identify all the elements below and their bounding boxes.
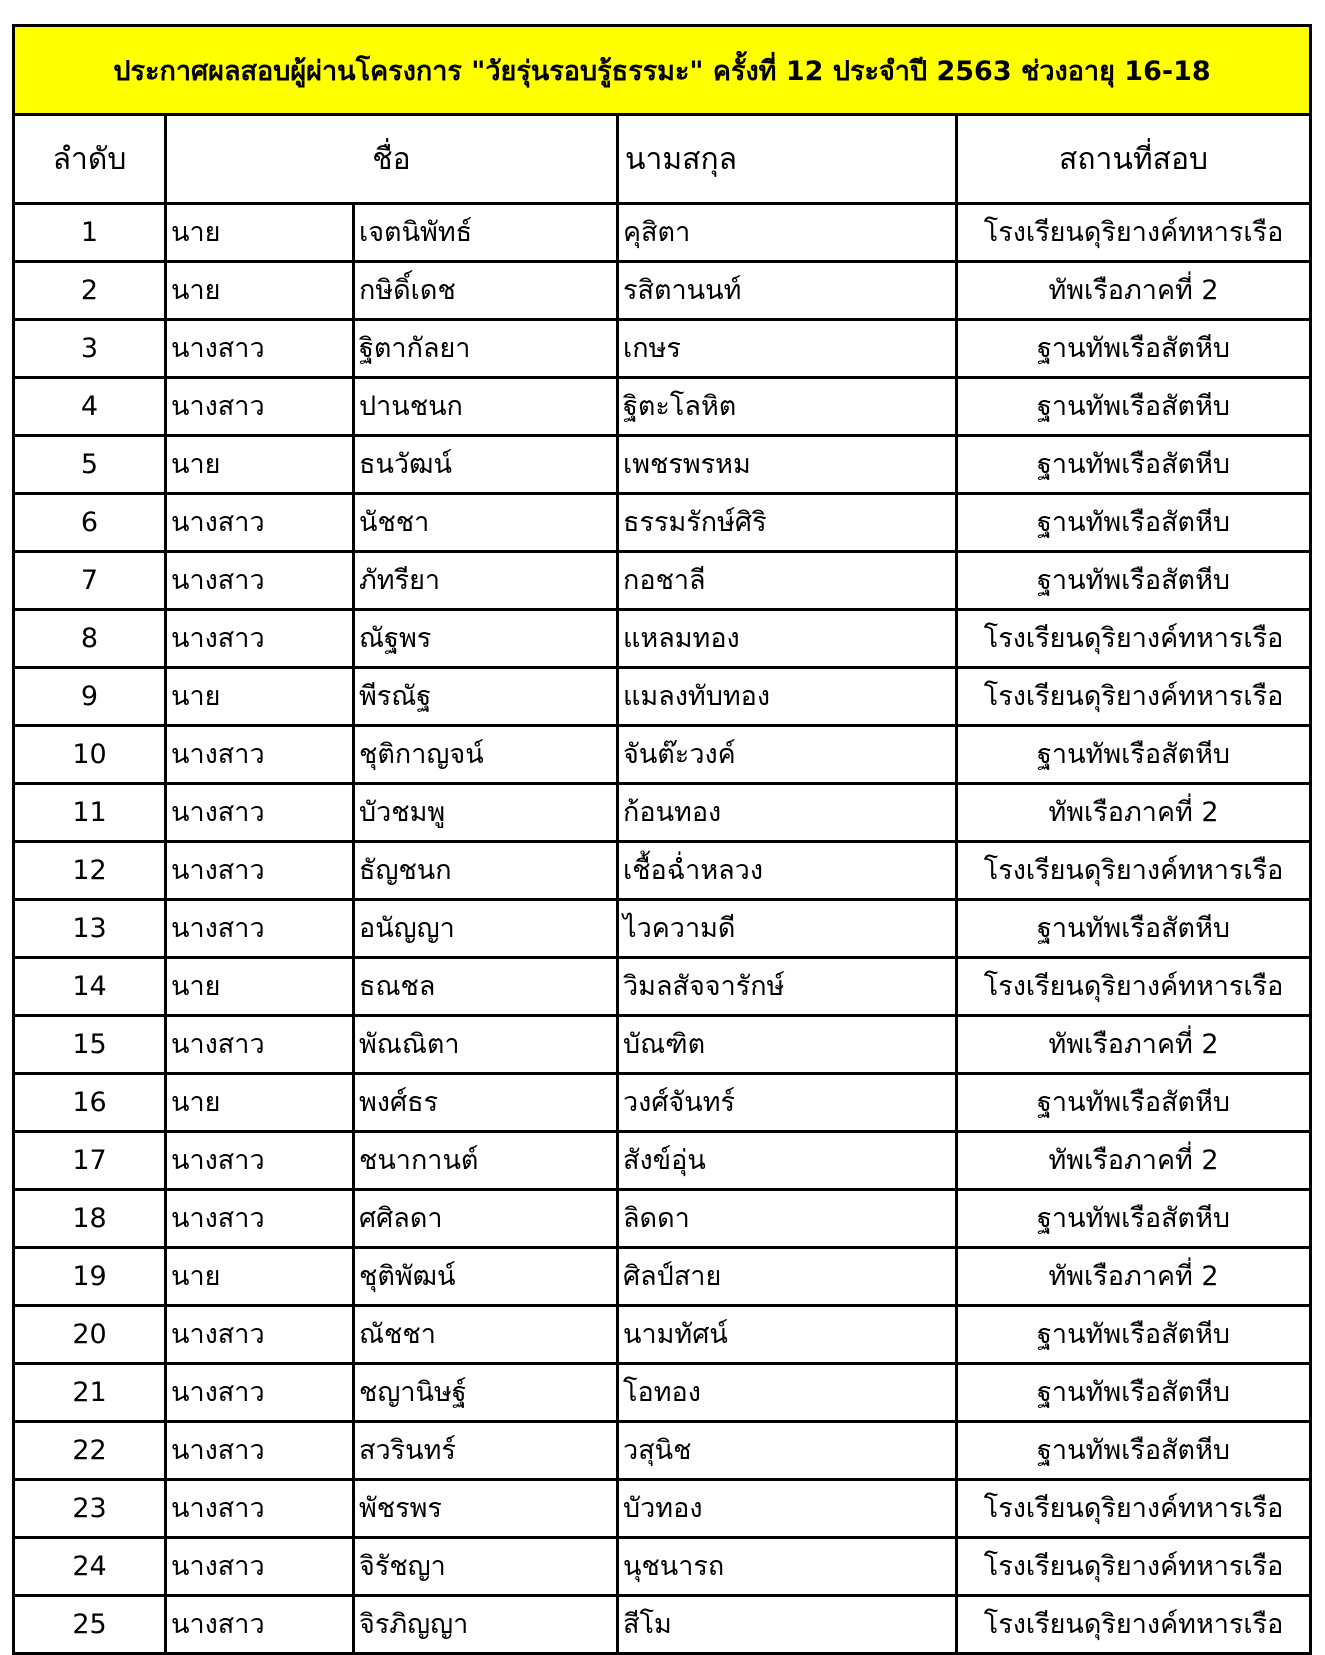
table-row bbox=[14, 262, 1311, 320]
cell-prefix: นางสาว bbox=[166, 552, 354, 610]
cell-venue: ฐานทัพเรือสัตหีบ bbox=[957, 1074, 1311, 1132]
header-surname: นามสกุล bbox=[618, 115, 957, 204]
cell-surname: สีโม bbox=[618, 1596, 957, 1654]
cell-order: 7 bbox=[14, 552, 166, 610]
cell-surname: แมลงทับทอง bbox=[618, 668, 957, 726]
table-row bbox=[14, 1132, 1311, 1190]
title-row bbox=[14, 26, 1311, 115]
cell-surname: เชื้อฉ่ำหลวง bbox=[618, 842, 957, 900]
cell-first-name: ชุติพัฒน์ bbox=[354, 1248, 618, 1306]
cell-order: 1 bbox=[14, 204, 166, 262]
cell-prefix: นางสาว bbox=[166, 1132, 354, 1190]
cell-venue: ทัพเรือภาคที่ 2 bbox=[957, 784, 1311, 842]
cell-venue: ฐานทัพเรือสัตหีบ bbox=[957, 1422, 1311, 1480]
table-row bbox=[14, 552, 1311, 610]
table-row bbox=[14, 842, 1311, 900]
cell-prefix: นางสาว bbox=[166, 1596, 354, 1654]
cell-first-name: บัวชมพู bbox=[354, 784, 618, 842]
cell-venue: ฐานทัพเรือสัตหีบ bbox=[957, 320, 1311, 378]
table-row bbox=[14, 1306, 1311, 1364]
cell-prefix: นางสาว bbox=[166, 1190, 354, 1248]
cell-order: 11 bbox=[14, 784, 166, 842]
cell-first-name: ธณชล bbox=[354, 958, 618, 1016]
cell-prefix: นางสาว bbox=[166, 900, 354, 958]
cell-first-name: นัชชา bbox=[354, 494, 618, 552]
cell-surname: ไวความดี bbox=[618, 900, 957, 958]
cell-first-name: ศศิลดา bbox=[354, 1190, 618, 1248]
cell-surname: นามทัศน์ bbox=[618, 1306, 957, 1364]
cell-order: 12 bbox=[14, 842, 166, 900]
cell-venue: ฐานทัพเรือสัตหีบ bbox=[957, 436, 1311, 494]
cell-surname: บัณฑิต bbox=[618, 1016, 957, 1074]
cell-surname: คุสิตา bbox=[618, 204, 957, 262]
cell-surname: ลิดดา bbox=[618, 1190, 957, 1248]
header-order: ลำดับ bbox=[14, 115, 166, 204]
cell-prefix: นางสาว bbox=[166, 378, 354, 436]
header-venue: สถานที่สอบ bbox=[957, 115, 1311, 204]
cell-order: 5 bbox=[14, 436, 166, 494]
cell-first-name: กษิดิ์เดช bbox=[354, 262, 618, 320]
cell-prefix: นางสาว bbox=[166, 320, 354, 378]
cell-venue: ฐานทัพเรือสัตหีบ bbox=[957, 494, 1311, 552]
table-row bbox=[14, 1538, 1311, 1596]
cell-first-name: พีรณัฐ bbox=[354, 668, 618, 726]
cell-surname: บัวทอง bbox=[618, 1480, 957, 1538]
cell-surname: ธรรมรักษ์ศิริ bbox=[618, 494, 957, 552]
cell-venue: ฐานทัพเรือสัตหีบ bbox=[957, 378, 1311, 436]
cell-order: 6 bbox=[14, 494, 166, 552]
cell-prefix: นาย bbox=[166, 262, 354, 320]
table-row bbox=[14, 1074, 1311, 1132]
cell-prefix: นาย bbox=[166, 1074, 354, 1132]
cell-surname: แหลมทอง bbox=[618, 610, 957, 668]
cell-prefix: นางสาว bbox=[166, 1538, 354, 1596]
cell-surname: วงศ์จันทร์ bbox=[618, 1074, 957, 1132]
cell-prefix: นาย bbox=[166, 436, 354, 494]
cell-surname: จันต๊ะวงค์ bbox=[618, 726, 957, 784]
cell-order: 16 bbox=[14, 1074, 166, 1132]
cell-surname: นุชนารถ bbox=[618, 1538, 957, 1596]
cell-surname: ฐิตะโลหิต bbox=[618, 378, 957, 436]
table-row bbox=[14, 436, 1311, 494]
cell-prefix: นาย bbox=[166, 668, 354, 726]
cell-surname: วิมลสัจจารักษ์ bbox=[618, 958, 957, 1016]
cell-venue: ฐานทัพเรือสัตหีบ bbox=[957, 1190, 1311, 1248]
table-row bbox=[14, 900, 1311, 958]
cell-venue: โรงเรียนดุริยางค์ทหารเรือ bbox=[957, 1480, 1311, 1538]
header-name: ชื่อ bbox=[166, 115, 618, 204]
cell-order: 21 bbox=[14, 1364, 166, 1422]
table-row bbox=[14, 958, 1311, 1016]
cell-order: 19 bbox=[14, 1248, 166, 1306]
cell-venue: ฐานทัพเรือสัตหีบ bbox=[957, 1306, 1311, 1364]
table-row bbox=[14, 726, 1311, 784]
cell-prefix: นางสาว bbox=[166, 1306, 354, 1364]
cell-prefix: นาย bbox=[166, 204, 354, 262]
table-row bbox=[14, 1016, 1311, 1074]
results-table bbox=[12, 24, 1312, 1655]
table-body bbox=[14, 204, 1311, 1654]
cell-order: 2 bbox=[14, 262, 166, 320]
cell-surname: วสุนิช bbox=[618, 1422, 957, 1480]
cell-prefix: นางสาว bbox=[166, 842, 354, 900]
table-row bbox=[14, 204, 1311, 262]
cell-order: 8 bbox=[14, 610, 166, 668]
table-row bbox=[14, 494, 1311, 552]
cell-first-name: ชญานิษฐ์ bbox=[354, 1364, 618, 1422]
table-row bbox=[14, 1248, 1311, 1306]
cell-first-name: อนัญญา bbox=[354, 900, 618, 958]
cell-venue: โรงเรียนดุริยางค์ทหารเรือ bbox=[957, 1538, 1311, 1596]
cell-prefix: นาย bbox=[166, 958, 354, 1016]
cell-order: 10 bbox=[14, 726, 166, 784]
cell-prefix: นาย bbox=[166, 1248, 354, 1306]
cell-venue: โรงเรียนดุริยางค์ทหารเรือ bbox=[957, 610, 1311, 668]
cell-prefix: นางสาว bbox=[166, 1422, 354, 1480]
cell-order: 22 bbox=[14, 1422, 166, 1480]
cell-surname: โอทอง bbox=[618, 1364, 957, 1422]
table-row bbox=[14, 1480, 1311, 1538]
cell-first-name: ธนวัฒน์ bbox=[354, 436, 618, 494]
cell-surname: เพชรพรหม bbox=[618, 436, 957, 494]
cell-venue: ทัพเรือภาคที่ 2 bbox=[957, 1248, 1311, 1306]
table-row bbox=[14, 1190, 1311, 1248]
cell-prefix: นางสาว bbox=[166, 784, 354, 842]
cell-prefix: นางสาว bbox=[166, 494, 354, 552]
cell-venue: ฐานทัพเรือสัตหีบ bbox=[957, 900, 1311, 958]
cell-surname: ก้อนทอง bbox=[618, 784, 957, 842]
cell-order: 25 bbox=[14, 1596, 166, 1654]
cell-venue: ฐานทัพเรือสัตหีบ bbox=[957, 726, 1311, 784]
cell-prefix: นางสาว bbox=[166, 1016, 354, 1074]
cell-first-name: จิรภิญญา bbox=[354, 1596, 618, 1654]
table-row bbox=[14, 610, 1311, 668]
cell-venue: โรงเรียนดุริยางค์ทหารเรือ bbox=[957, 1596, 1311, 1654]
cell-first-name: พงศ์ธร bbox=[354, 1074, 618, 1132]
cell-first-name: สวรินทร์ bbox=[354, 1422, 618, 1480]
cell-first-name: พัณณิตา bbox=[354, 1016, 618, 1074]
cell-venue: ทัพเรือภาคที่ 2 bbox=[957, 1016, 1311, 1074]
table-row bbox=[14, 378, 1311, 436]
table-row bbox=[14, 1422, 1311, 1480]
cell-first-name: จิรัชญา bbox=[354, 1538, 618, 1596]
cell-order: 23 bbox=[14, 1480, 166, 1538]
cell-order: 4 bbox=[14, 378, 166, 436]
cell-first-name: ณัชชา bbox=[354, 1306, 618, 1364]
cell-venue: โรงเรียนดุริยางค์ทหารเรือ bbox=[957, 958, 1311, 1016]
cell-order: 13 bbox=[14, 900, 166, 958]
cell-venue: ทัพเรือภาคที่ 2 bbox=[957, 1132, 1311, 1190]
cell-venue: โรงเรียนดุริยางค์ทหารเรือ bbox=[957, 668, 1311, 726]
cell-first-name: ณัฐพร bbox=[354, 610, 618, 668]
table-row bbox=[14, 668, 1311, 726]
cell-first-name: ชนากานต์ bbox=[354, 1132, 618, 1190]
cell-first-name: ฐิตากัลยา bbox=[354, 320, 618, 378]
cell-order: 3 bbox=[14, 320, 166, 378]
cell-order: 24 bbox=[14, 1538, 166, 1596]
table-row bbox=[14, 1364, 1311, 1422]
cell-venue: โรงเรียนดุริยางค์ทหารเรือ bbox=[957, 204, 1311, 262]
cell-prefix: นางสาว bbox=[166, 1364, 354, 1422]
cell-prefix: นางสาว bbox=[166, 726, 354, 784]
cell-first-name: ภัทรียา bbox=[354, 552, 618, 610]
cell-first-name: เจตนิพัทธ์ bbox=[354, 204, 618, 262]
table-row bbox=[14, 320, 1311, 378]
cell-first-name: ชุติกาญจน์ bbox=[354, 726, 618, 784]
cell-first-name: พัชรพร bbox=[354, 1480, 618, 1538]
cell-prefix: นางสาว bbox=[166, 610, 354, 668]
cell-order: 15 bbox=[14, 1016, 166, 1074]
table-row bbox=[14, 784, 1311, 842]
cell-surname: รสิตานนท์ bbox=[618, 262, 957, 320]
cell-order: 17 bbox=[14, 1132, 166, 1190]
cell-venue: ฐานทัพเรือสัตหีบ bbox=[957, 1364, 1311, 1422]
cell-surname: ศิลป์สาย bbox=[618, 1248, 957, 1306]
cell-venue: ทัพเรือภาคที่ 2 bbox=[957, 262, 1311, 320]
cell-order: 20 bbox=[14, 1306, 166, 1364]
cell-venue: โรงเรียนดุริยางค์ทหารเรือ bbox=[957, 842, 1311, 900]
cell-order: 9 bbox=[14, 668, 166, 726]
cell-first-name: ธัญชนก bbox=[354, 842, 618, 900]
cell-first-name: ปานชนก bbox=[354, 378, 618, 436]
cell-prefix: นางสาว bbox=[166, 1480, 354, 1538]
cell-surname: กอชาลี bbox=[618, 552, 957, 610]
cell-order: 14 bbox=[14, 958, 166, 1016]
cell-surname: เกษร bbox=[618, 320, 957, 378]
cell-surname: สังข์อุ่น bbox=[618, 1132, 957, 1190]
page-title: ประกาศผลสอบผู้ผ่านโครงการ "วัยรุ่นรอบรู้ธรรมะ" ครั้งที่ 12 ประจำปี 2563 ช่วงอายุ 16-18 bbox=[14, 26, 1311, 115]
cell-venue: ฐานทัพเรือสัตหีบ bbox=[957, 552, 1311, 610]
header-row bbox=[14, 115, 1311, 204]
table-row bbox=[14, 1596, 1311, 1654]
cell-order: 18 bbox=[14, 1190, 166, 1248]
